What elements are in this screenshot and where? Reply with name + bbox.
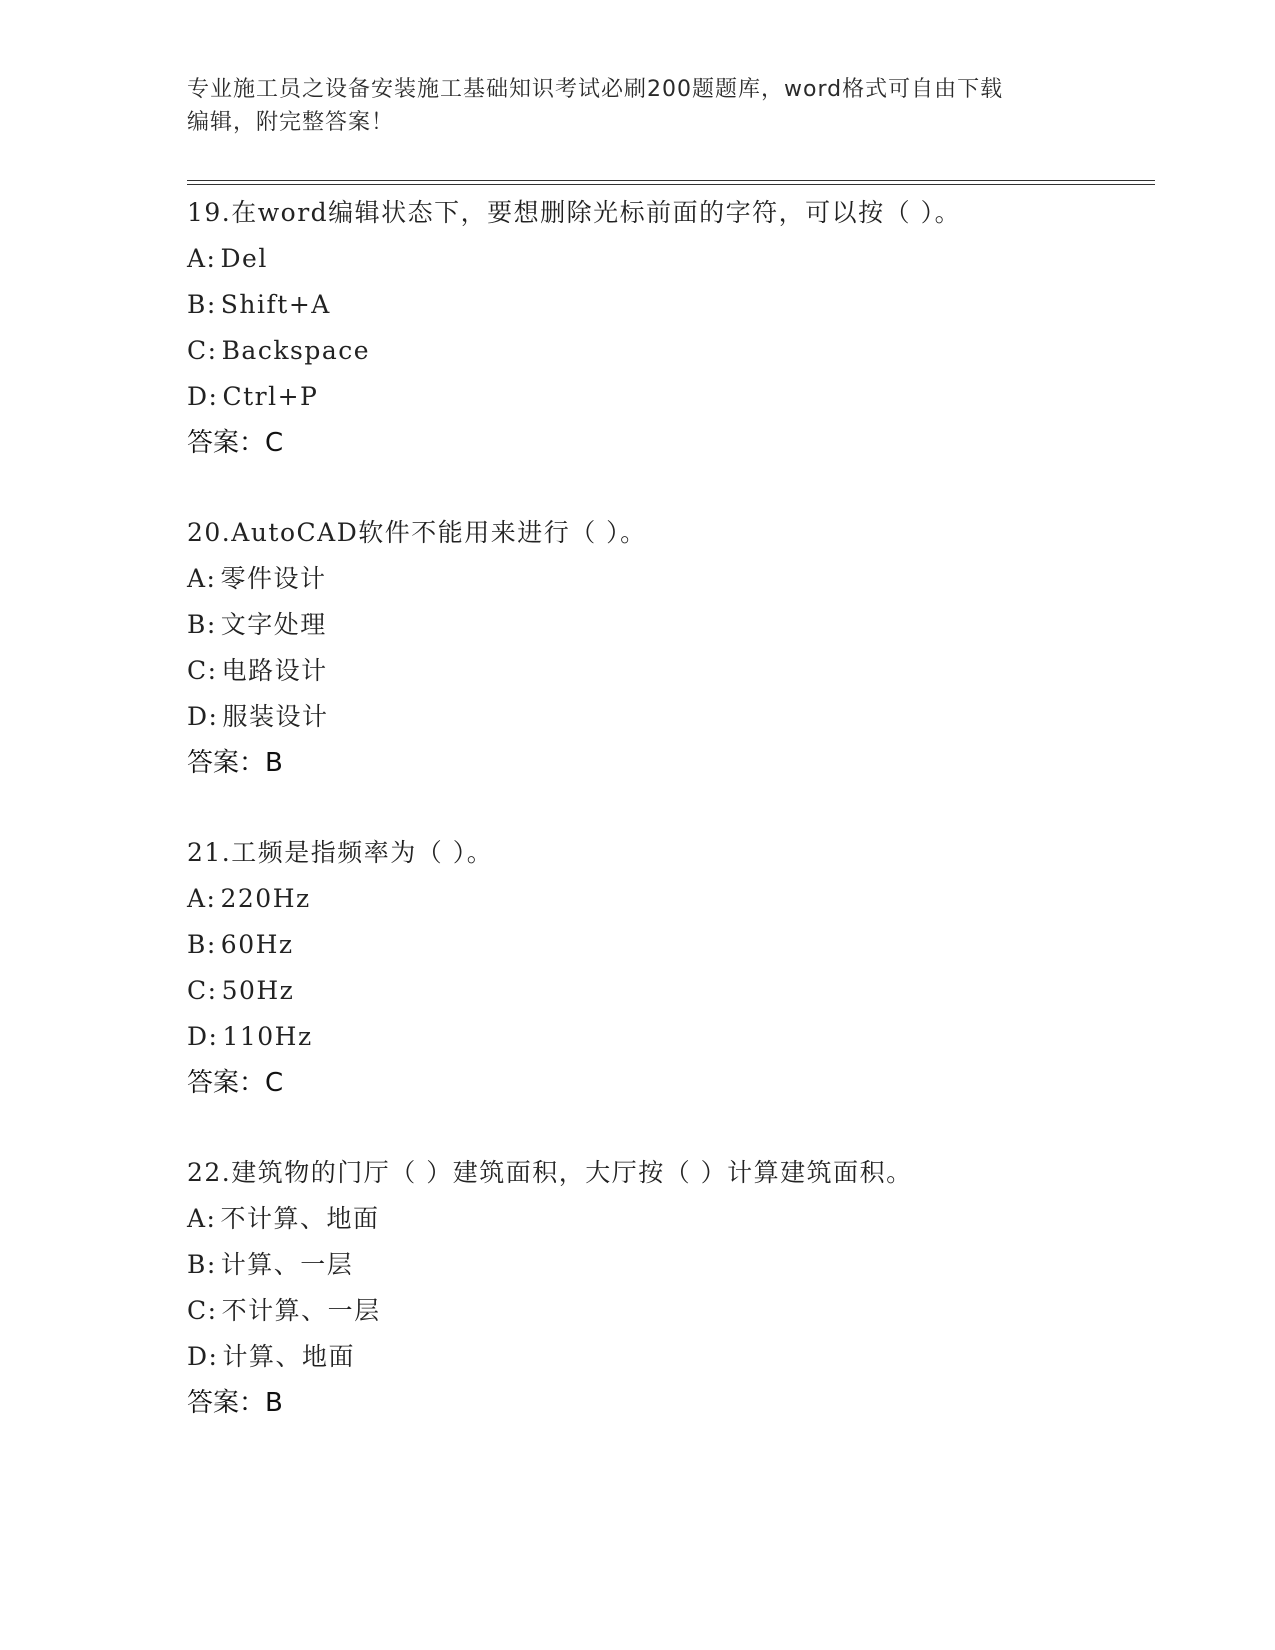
option-d — [187, 694, 1167, 740]
option-c — [187, 328, 1167, 374]
question-21 — [187, 830, 1167, 1106]
option-letter: C: — [187, 1296, 218, 1325]
answer-line: 答案：C — [187, 428, 284, 458]
option-letter: C: — [187, 336, 218, 365]
option-b — [187, 282, 1167, 328]
option-text: 110Hz — [222, 1022, 313, 1051]
option-letter: D: — [187, 1022, 219, 1051]
option-c — [187, 648, 1167, 694]
document-header — [187, 73, 1067, 139]
option-text: 不计算、地面 — [220, 1204, 380, 1233]
option-letter: A: — [187, 244, 217, 273]
option-d — [187, 1014, 1167, 1060]
question-20 — [187, 510, 1167, 786]
option-text: Shift+A — [220, 290, 331, 319]
option-text: Ctrl+P — [222, 382, 319, 411]
question-stem: 22.建筑物的门厅（ ）建筑面积，大厅按（ ）计算建筑面积。 — [187, 1158, 913, 1187]
option-letter: A: — [187, 564, 217, 593]
answer-line: 答案：B — [187, 1388, 283, 1418]
header-divider-bottom — [187, 184, 1155, 185]
answer-line: 答案：B — [187, 748, 283, 778]
option-b — [187, 922, 1167, 968]
option-letter: D: — [187, 1342, 219, 1371]
option-text: 50Hz — [221, 976, 295, 1005]
option-b — [187, 1242, 1167, 1288]
option-text: 计算、一层 — [220, 1250, 354, 1279]
option-text: 文字处理 — [220, 610, 327, 639]
option-a — [187, 556, 1167, 602]
option-letter: B: — [187, 610, 217, 639]
option-text: 电路设计 — [221, 656, 328, 685]
header-divider-top — [187, 180, 1155, 181]
option-text: 不计算、一层 — [221, 1296, 381, 1325]
question-stem: 21.工频是指频率为（ ）。 — [187, 838, 494, 867]
option-d — [187, 1334, 1167, 1380]
option-b — [187, 602, 1167, 648]
option-text: 220Hz — [220, 884, 311, 913]
option-letter: B: — [187, 1250, 217, 1279]
option-text: 零件设计 — [220, 564, 327, 593]
option-letter: A: — [187, 1204, 217, 1233]
header-line-1: 专业施工员之设备安装施工基础知识考试必刷200题题库，word格式可自由下载 — [187, 77, 1004, 102]
question-22 — [187, 1150, 1167, 1426]
question-stem: 19.在word编辑状态下，要想删除光标前面的字符，可以按（ ）。 — [187, 198, 962, 227]
answer-line: 答案：C — [187, 1068, 284, 1098]
option-a — [187, 876, 1167, 922]
option-text: Del — [220, 244, 268, 273]
option-letter: C: — [187, 976, 218, 1005]
option-c — [187, 1288, 1167, 1334]
option-text: 计算、地面 — [222, 1342, 355, 1371]
question-stem: 20.AutoCAD软件不能用来进行（ ）。 — [187, 518, 647, 547]
question-19 — [187, 190, 1167, 466]
option-a — [187, 1196, 1167, 1242]
option-letter: B: — [187, 290, 217, 319]
option-a — [187, 236, 1167, 282]
option-letter: C: — [187, 656, 218, 685]
option-c — [187, 968, 1167, 1014]
option-letter: A: — [187, 884, 217, 913]
option-letter: D: — [187, 702, 219, 731]
option-letter: D: — [187, 382, 219, 411]
option-text: 60Hz — [220, 930, 294, 959]
option-text: Backspace — [221, 336, 371, 365]
option-text: 服装设计 — [222, 702, 329, 731]
header-line-2: 编辑，附完整答案！ — [187, 110, 395, 135]
option-d — [187, 374, 1167, 420]
option-letter: B: — [187, 930, 217, 959]
